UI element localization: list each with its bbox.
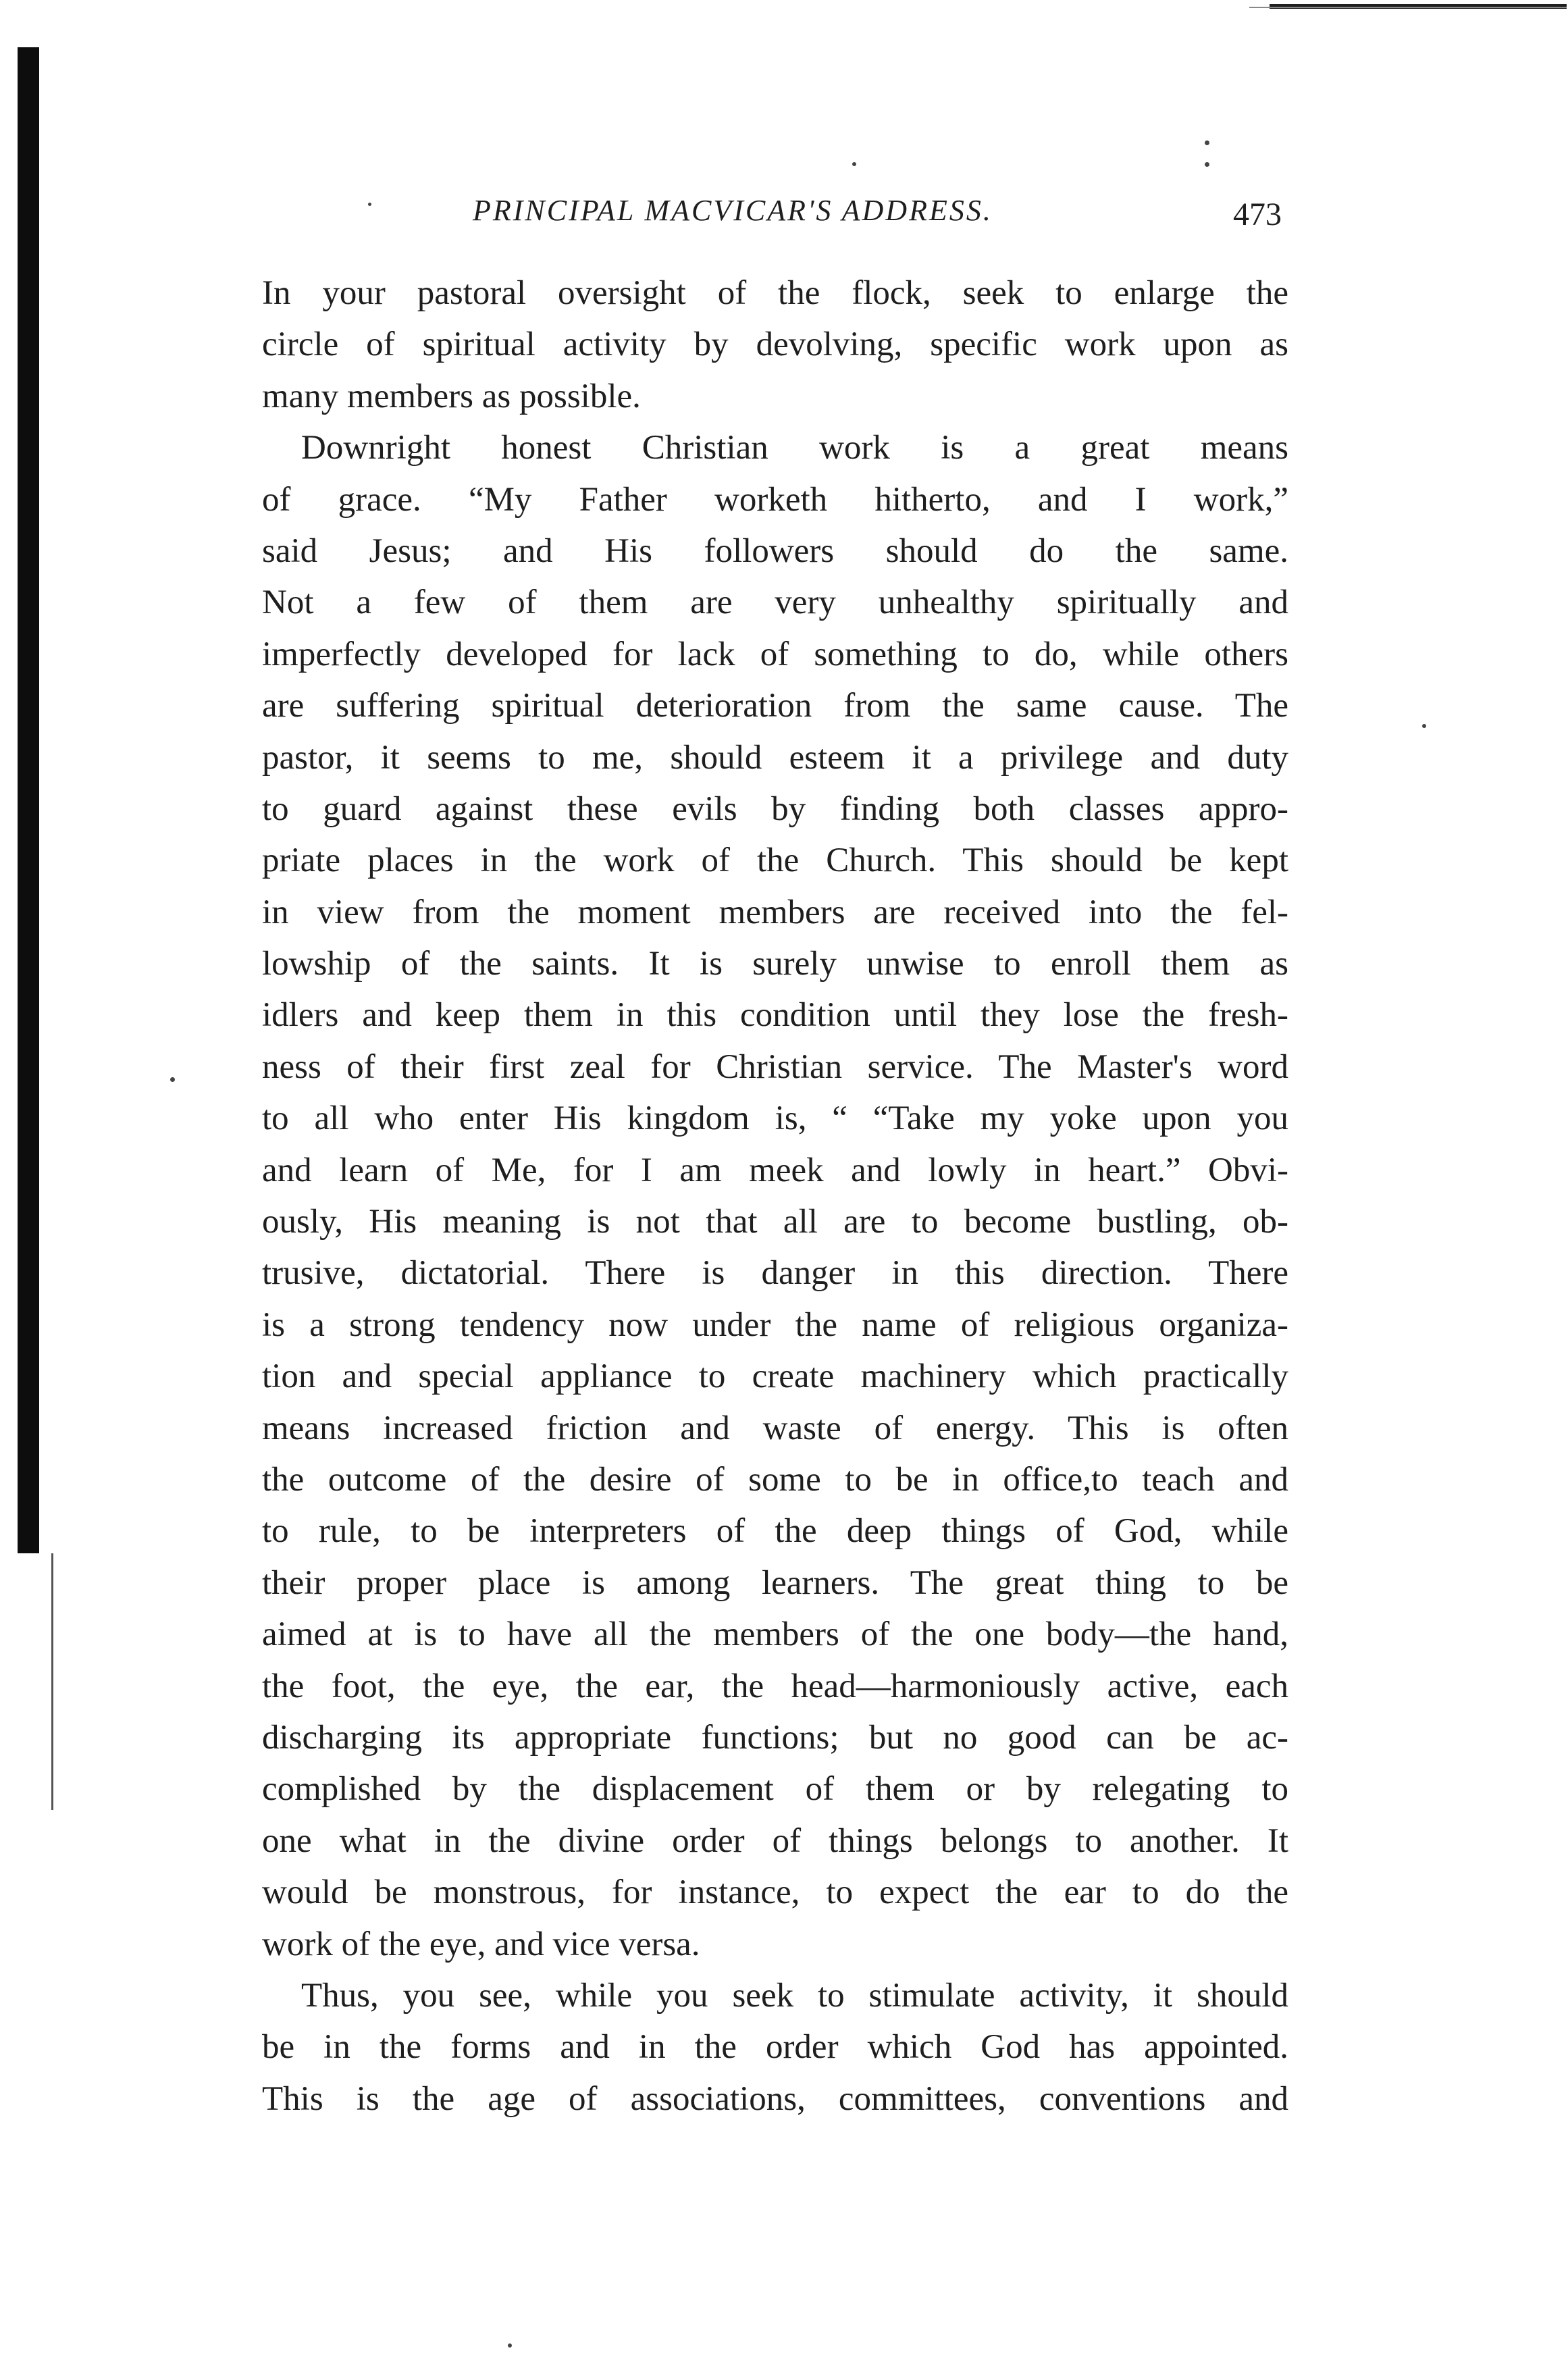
scan-speck (1422, 724, 1426, 728)
running-header: PRINCIPAL MACVICAR'S ADDRESS. (473, 194, 993, 227)
scan-speck (368, 203, 371, 206)
text-line: and learn of Me, for I am meek and lowly in heart.” Obvi- (262, 1151, 1288, 1189)
text-line: discharging its appropriate functions; but no good can be ac- (262, 1718, 1288, 1757)
text-line: the foot, the eye, the ear, the head—harmoniously active, each (262, 1667, 1288, 1705)
text-line: circle of spiritual activity by devolving, specific work upon as (262, 326, 1288, 364)
page-number: 473 (1233, 197, 1282, 232)
text-line: pastor, it seems to me, should esteem it a privilege and duty (262, 738, 1288, 777)
text-line: work of the eye, and vice versa. (262, 1925, 700, 1963)
text-line: priate places in the work of the Church. This should be kept (262, 841, 1288, 880)
binding-shadow (18, 47, 39, 1553)
text-line: would be monstrous, for instance, to expect the ear to do the (262, 1873, 1288, 1912)
text-line: is a strong tendency now under the name of religious organiza- (262, 1305, 1288, 1344)
text-line: the outcome of the desire of some to be in office,to teach and (262, 1460, 1288, 1499)
binding-shadow-thin (51, 1553, 53, 1810)
text-line: of grace. “My Father worketh hitherto, and I work,” (262, 480, 1288, 519)
text-line: ously, His meaning is not that all are to become bustling, ob- (262, 1203, 1288, 1241)
text-line: Downright honest Christian work is a great means (301, 429, 1288, 467)
text-line: means increased friction and waste of energy. This is often (262, 1409, 1288, 1447)
scan-speck (1205, 140, 1209, 145)
text-line: be in the forms and in the order which God has appointed. (262, 2028, 1288, 2067)
text-line: imperfectly developed for lack of something to do, while others (262, 635, 1288, 673)
text-line: ness of their first zeal for Christian service. The Master's word (262, 1047, 1288, 1086)
text-line: aimed at is to have all the members of the one body—the hand, (262, 1615, 1288, 1654)
text-line: in view from the moment members are received into the fel- (262, 893, 1288, 931)
scan-speck (1205, 162, 1209, 167)
text-line: idlers and keep them in this condition until they lose the fresh- (262, 996, 1288, 1035)
text-line: Thus, you see, while you seek to stimulate activity, it should (301, 1976, 1288, 2015)
text-line: said Jesus; and His followers should do the same. (262, 532, 1288, 570)
text-line: In your pastoral oversight of the flock, seek to enlarge the (262, 274, 1288, 312)
text-line: to rule, to be interpreters of the deep things of God, while (262, 1512, 1288, 1551)
text-line: to all who enter His kingdom is, “ “Take my yoke upon you (262, 1099, 1288, 1138)
scan-speck (852, 162, 856, 166)
text-line: trusive, dictatorial. There is danger in this direction. There (262, 1254, 1288, 1293)
text-line: many members as possible. (262, 377, 641, 415)
text-line: are suffering spiritual deterioration from the same cause. The (262, 687, 1288, 725)
text-line: to guard against these evils by finding both classes appro- (262, 789, 1288, 828)
scan-speck (170, 1077, 175, 1082)
text-line: This is the age of associations, committees, conventions and (262, 2079, 1288, 2118)
text-line: one what in the divine order of things belongs to another. It (262, 1821, 1288, 1860)
body-text (262, 267, 1288, 2125)
text-line: complished by the displacement of them or by relegating to (262, 1770, 1288, 1809)
scan-speck (508, 2343, 512, 2348)
text-line: their proper place is among learners. The great thing to be (262, 1563, 1288, 1602)
scan-edge-rule-faint (1249, 7, 1567, 8)
text-line: lowship of the saints. It is surely unwise to enroll them as (262, 945, 1288, 983)
text-line: Not a few of them are very unhealthy spiritually and (262, 584, 1288, 622)
text-line: tion and special appliance to create machinery which practically (262, 1357, 1288, 1396)
